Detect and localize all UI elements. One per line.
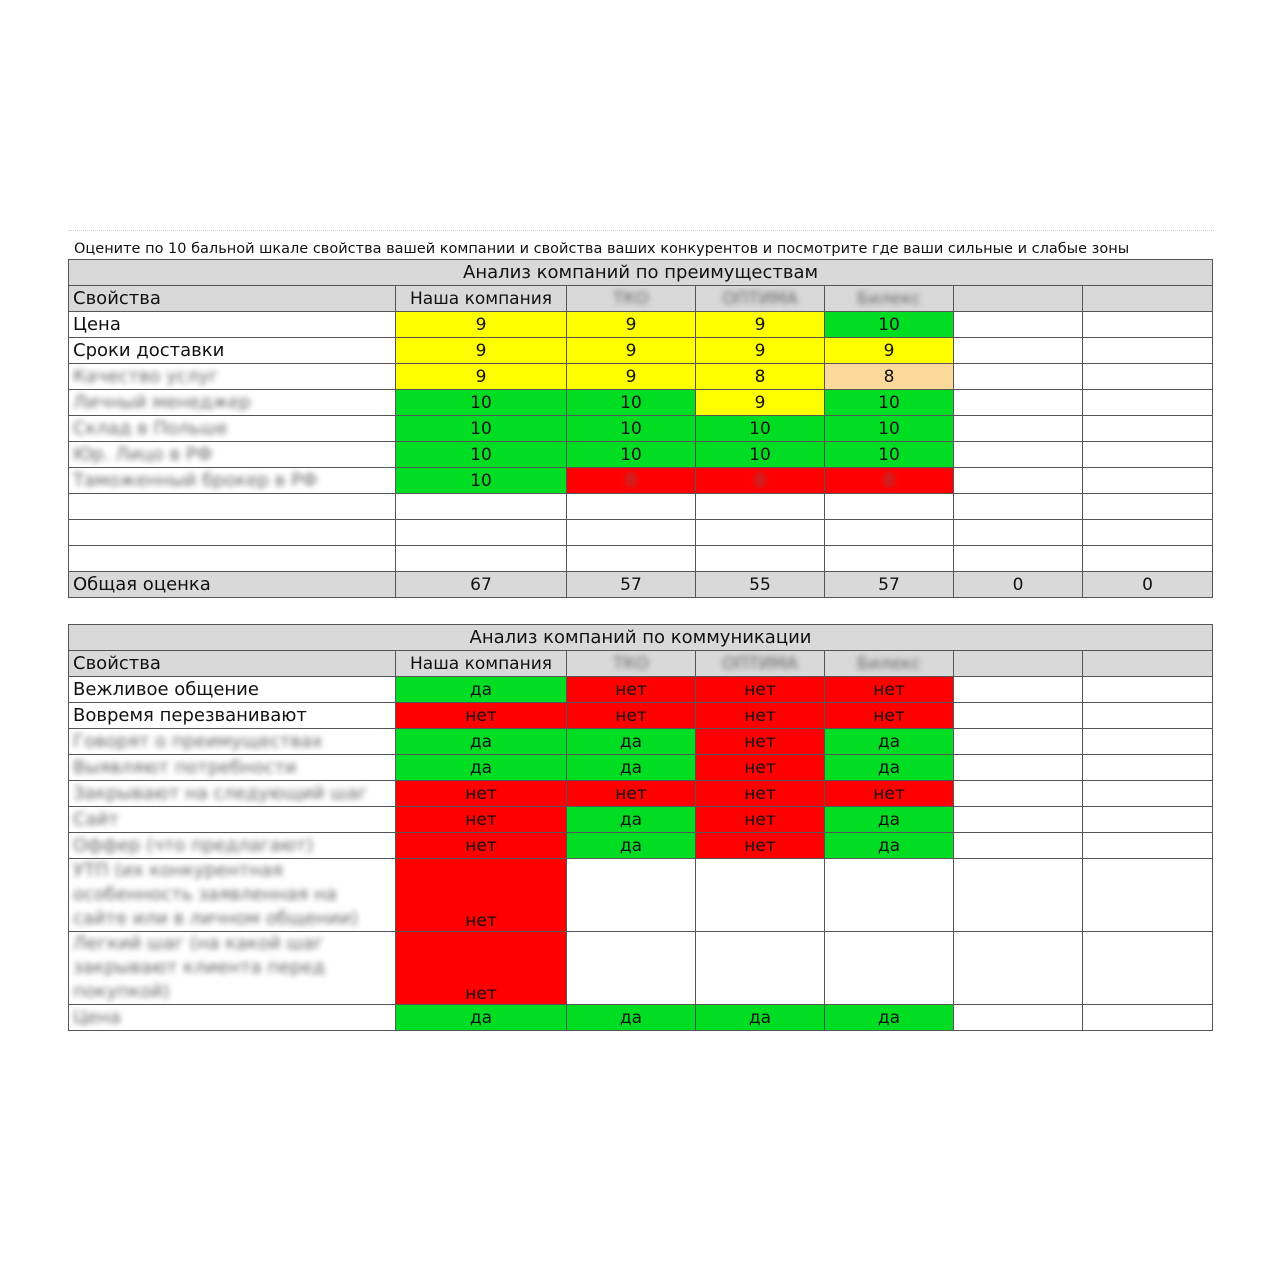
score-cell[interactable]: 10 — [396, 468, 567, 494]
property-cell[interactable]: Цена — [69, 312, 396, 338]
property-cell[interactable] — [69, 932, 396, 1005]
empty-cell[interactable] — [69, 494, 396, 520]
blurred-property: Легкий шаг (на какой шаг закрывают клиента перед покупкой) — [73, 933, 326, 1002]
score-cell[interactable] — [567, 468, 696, 494]
empty-cell[interactable] — [1083, 364, 1213, 390]
table-row — [69, 932, 1213, 1005]
blurred-score: 0 — [883, 470, 895, 491]
instruction-text: Оцените по 10 бальной шкале свойства вашей компании и свойства ваших конкурентов и посмотрите где ваши сильные и слабые зоны — [68, 230, 1214, 259]
header-row — [69, 286, 1213, 312]
answer-cell[interactable]: да — [825, 755, 954, 781]
header-our-company[interactable]: Наша компания — [396, 651, 567, 677]
empty-cell[interactable] — [825, 546, 954, 572]
table-row — [69, 416, 1213, 442]
answer-cell[interactable]: да — [825, 833, 954, 859]
empty-cell[interactable] — [1083, 494, 1213, 520]
empty-cell[interactable] — [954, 546, 1083, 572]
score-cell[interactable]: 10 — [396, 442, 567, 468]
empty-cell[interactable] — [954, 1005, 1083, 1031]
blurred-property: Закрывают на следующий шаг — [73, 783, 368, 804]
answer-cell[interactable]: нет — [396, 807, 567, 833]
empty-cell[interactable] — [69, 546, 396, 572]
property-cell[interactable]: Вовремя перезванивают — [69, 703, 396, 729]
blurred-property: Выявляют потребности — [73, 757, 297, 778]
competitor-2-name: ОПТИМА — [722, 653, 798, 674]
total-value[interactable]: 67 — [396, 572, 567, 598]
score-cell[interactable] — [696, 468, 825, 494]
score-cell[interactable]: 10 — [825, 390, 954, 416]
header-empty-1[interactable] — [954, 651, 1083, 677]
answer-cell[interactable] — [696, 859, 825, 932]
answer-cell[interactable]: нет — [396, 781, 567, 807]
header-competitor-2[interactable] — [696, 651, 825, 677]
empty-cell[interactable] — [567, 520, 696, 546]
empty-cell[interactable] — [1083, 807, 1213, 833]
score-cell[interactable]: 10 — [567, 416, 696, 442]
answer-cell[interactable]: нет — [567, 781, 696, 807]
answer-cell[interactable]: да — [396, 729, 567, 755]
header-competitor-3[interactable] — [825, 651, 954, 677]
empty-cell[interactable] — [954, 833, 1083, 859]
total-value[interactable]: 57 — [825, 572, 954, 598]
table-row — [69, 364, 1213, 390]
empty-cell[interactable] — [567, 546, 696, 572]
answer-cell[interactable]: нет — [696, 833, 825, 859]
header-row — [69, 651, 1213, 677]
answer-cell[interactable]: нет — [696, 677, 825, 703]
table-row — [69, 338, 1213, 364]
property-cell[interactable] — [69, 807, 396, 833]
empty-cell[interactable] — [1083, 520, 1213, 546]
blurred-score: 0 — [625, 470, 637, 491]
empty-cell[interactable] — [954, 364, 1083, 390]
answer-cell[interactable]: да — [567, 807, 696, 833]
answer-cell[interactable] — [825, 932, 954, 1005]
score-cell[interactable]: 9 — [825, 338, 954, 364]
answer-cell[interactable]: да — [696, 1005, 825, 1031]
answer-cell[interactable]: нет — [825, 703, 954, 729]
table-row — [69, 390, 1213, 416]
score-cell[interactable]: 9 — [696, 390, 825, 416]
answer-cell[interactable] — [696, 932, 825, 1005]
empty-cell[interactable] — [1083, 416, 1213, 442]
table-row — [69, 1005, 1213, 1031]
empty-cell[interactable] — [1083, 1005, 1213, 1031]
property-cell[interactable] — [69, 781, 396, 807]
blurred-property: Личный менеджер — [73, 392, 251, 413]
empty-cell[interactable] — [954, 442, 1083, 468]
spreadsheet — [68, 230, 1214, 1031]
answer-cell[interactable]: да — [825, 1005, 954, 1031]
empty-cell[interactable] — [396, 520, 567, 546]
empty-row — [69, 494, 1213, 520]
table-row — [69, 859, 1213, 932]
blurred-property: Таможенный брокер в РФ — [73, 470, 318, 491]
table-row — [69, 833, 1213, 859]
header-empty-2[interactable] — [1083, 286, 1213, 312]
score-cell[interactable]: 10 — [825, 416, 954, 442]
answer-cell[interactable]: да — [396, 1005, 567, 1031]
empty-cell[interactable] — [954, 390, 1083, 416]
answer-cell[interactable]: нет — [396, 833, 567, 859]
empty-cell[interactable] — [954, 468, 1083, 494]
advantages-title: Анализ компаний по преимуществам — [69, 260, 1213, 286]
table-row — [69, 781, 1213, 807]
header-properties[interactable]: Свойства — [69, 651, 396, 677]
answer-cell[interactable]: нет — [567, 703, 696, 729]
property-cell[interactable] — [69, 442, 396, 468]
communication-title: Анализ компаний по коммуникации — [69, 625, 1213, 651]
header-competitor-3[interactable] — [825, 286, 954, 312]
score-cell[interactable]: 10 — [567, 442, 696, 468]
empty-cell[interactable] — [954, 729, 1083, 755]
empty-cell[interactable] — [954, 416, 1083, 442]
empty-cell[interactable] — [1083, 468, 1213, 494]
answer-cell[interactable]: да — [567, 1005, 696, 1031]
empty-cell[interactable] — [567, 494, 696, 520]
blurred-property: Цена — [73, 1007, 121, 1028]
score-cell[interactable]: 10 — [825, 442, 954, 468]
empty-cell[interactable] — [954, 494, 1083, 520]
answer-cell[interactable]: нет — [696, 755, 825, 781]
empty-cell[interactable] — [1083, 703, 1213, 729]
empty-cell[interactable] — [1083, 932, 1213, 1005]
answer-cell[interactable]: нет — [825, 677, 954, 703]
answer-cell[interactable]: нет — [696, 781, 825, 807]
competitor-1-name: ТКО — [613, 653, 649, 674]
property-cell[interactable] — [69, 1005, 396, 1031]
score-cell[interactable]: 9 — [696, 312, 825, 338]
empty-row — [69, 520, 1213, 546]
empty-cell[interactable] — [954, 338, 1083, 364]
competitor-3-name: Билекс — [857, 288, 921, 309]
table-gap — [68, 598, 1214, 624]
empty-cell[interactable] — [1083, 729, 1213, 755]
total-value[interactable]: 0 — [954, 572, 1083, 598]
empty-cell[interactable] — [1083, 781, 1213, 807]
empty-cell[interactable] — [1083, 442, 1213, 468]
score-cell[interactable]: 9 — [396, 364, 567, 390]
table-row — [69, 442, 1213, 468]
total-value[interactable]: 55 — [696, 572, 825, 598]
answer-cell[interactable]: да — [396, 755, 567, 781]
empty-cell[interactable] — [1083, 338, 1213, 364]
score-cell[interactable]: 10 — [696, 442, 825, 468]
header-competitor-2[interactable] — [696, 286, 825, 312]
empty-cell[interactable] — [954, 755, 1083, 781]
answer-cell[interactable]: нет — [396, 932, 567, 1005]
property-cell[interactable] — [69, 416, 396, 442]
empty-cell[interactable] — [396, 546, 567, 572]
empty-cell[interactable] — [696, 520, 825, 546]
header-empty-2[interactable] — [1083, 651, 1213, 677]
property-cell[interactable] — [69, 859, 396, 932]
score-cell[interactable]: 9 — [567, 364, 696, 390]
answer-cell[interactable]: нет — [696, 703, 825, 729]
answer-cell[interactable]: да — [567, 833, 696, 859]
answer-cell[interactable]: нет — [396, 703, 567, 729]
score-cell[interactable]: 9 — [696, 338, 825, 364]
empty-cell[interactable] — [1083, 312, 1213, 338]
empty-row — [69, 546, 1213, 572]
score-cell[interactable]: 9 — [567, 338, 696, 364]
blurred-property: Сайт — [73, 809, 119, 830]
answer-cell[interactable] — [825, 859, 954, 932]
header-empty-1[interactable] — [954, 286, 1083, 312]
property-cell[interactable]: Вежливое общение — [69, 677, 396, 703]
empty-cell[interactable] — [954, 932, 1083, 1005]
header-competitor-1[interactable] — [567, 651, 696, 677]
score-cell[interactable]: 8 — [825, 364, 954, 390]
answer-cell[interactable]: да — [825, 807, 954, 833]
score-cell[interactable]: 9 — [396, 312, 567, 338]
score-cell[interactable]: 10 — [396, 416, 567, 442]
empty-cell[interactable] — [825, 494, 954, 520]
empty-cell[interactable] — [1083, 546, 1213, 572]
answer-cell[interactable]: да — [825, 729, 954, 755]
property-cell[interactable] — [69, 833, 396, 859]
empty-cell[interactable] — [1083, 390, 1213, 416]
header-our-company[interactable]: Наша компания — [396, 286, 567, 312]
score-cell[interactable]: 8 — [696, 364, 825, 390]
competitor-2-name: ОПТИМА — [722, 288, 798, 309]
score-cell[interactable]: 9 — [396, 338, 567, 364]
property-cell[interactable] — [69, 468, 396, 494]
empty-cell[interactable] — [954, 859, 1083, 932]
empty-cell[interactable] — [954, 807, 1083, 833]
property-cell[interactable] — [69, 390, 396, 416]
score-cell[interactable] — [825, 468, 954, 494]
blurred-property: УТП (их конкурентная особенность заявленная на сайте или в личном общении) — [73, 860, 359, 929]
total-value[interactable]: 57 — [567, 572, 696, 598]
score-cell[interactable]: 10 — [696, 416, 825, 442]
score-cell[interactable]: 10 — [396, 390, 567, 416]
table-row — [69, 312, 1213, 338]
property-cell[interactable] — [69, 364, 396, 390]
answer-cell[interactable]: нет — [396, 859, 567, 932]
empty-cell[interactable] — [396, 494, 567, 520]
communication-table — [68, 624, 1213, 1031]
table-row — [69, 468, 1213, 494]
answer-cell[interactable] — [567, 859, 696, 932]
empty-cell[interactable] — [1083, 677, 1213, 703]
empty-cell[interactable] — [69, 520, 396, 546]
answer-cell[interactable]: да — [567, 755, 696, 781]
property-cell[interactable] — [69, 755, 396, 781]
score-cell[interactable]: 10 — [567, 390, 696, 416]
competitor-1-name: ТКО — [613, 288, 649, 309]
header-properties[interactable]: Свойства — [69, 286, 396, 312]
blurred-property: Оффер (что предлагают) — [73, 835, 314, 856]
table-row — [69, 677, 1213, 703]
empty-cell[interactable] — [1083, 833, 1213, 859]
empty-cell[interactable] — [954, 703, 1083, 729]
blurred-property: Качество услуг — [73, 366, 219, 387]
total-label[interactable]: Общая оценка — [69, 572, 396, 598]
empty-cell[interactable] — [696, 494, 825, 520]
advantages-table — [68, 259, 1213, 598]
table-title-row — [69, 625, 1213, 651]
answer-cell[interactable]: нет — [825, 781, 954, 807]
empty-cell[interactable] — [954, 312, 1083, 338]
answer-cell[interactable]: нет — [696, 807, 825, 833]
empty-cell[interactable] — [825, 520, 954, 546]
answer-cell[interactable]: да — [567, 729, 696, 755]
header-competitor-1[interactable] — [567, 286, 696, 312]
table-row — [69, 755, 1213, 781]
score-cell[interactable]: 10 — [825, 312, 954, 338]
empty-cell[interactable] — [696, 546, 825, 572]
answer-cell[interactable]: нет — [696, 729, 825, 755]
empty-cell[interactable] — [954, 520, 1083, 546]
blurred-property: Склад в Польше — [73, 418, 228, 439]
table-row — [69, 807, 1213, 833]
score-cell[interactable]: 9 — [567, 312, 696, 338]
blurred-score: 0 — [754, 470, 766, 491]
empty-cell[interactable] — [1083, 859, 1213, 932]
total-row — [69, 572, 1213, 598]
property-cell[interactable]: Сроки доставки — [69, 338, 396, 364]
answer-cell[interactable]: да — [396, 677, 567, 703]
blurred-property: Юр. Лицо в РФ — [73, 444, 213, 465]
total-value[interactable]: 0 — [1083, 572, 1213, 598]
empty-cell[interactable] — [1083, 755, 1213, 781]
answer-cell[interactable]: нет — [567, 677, 696, 703]
answer-cell[interactable] — [567, 932, 696, 1005]
empty-cell[interactable] — [954, 677, 1083, 703]
table-row — [69, 729, 1213, 755]
blurred-property: Говорят о преимуществах — [73, 731, 323, 752]
property-cell[interactable] — [69, 729, 396, 755]
table-row — [69, 703, 1213, 729]
table-title-row — [69, 260, 1213, 286]
empty-cell[interactable] — [954, 781, 1083, 807]
competitor-3-name: Билекс — [857, 653, 921, 674]
